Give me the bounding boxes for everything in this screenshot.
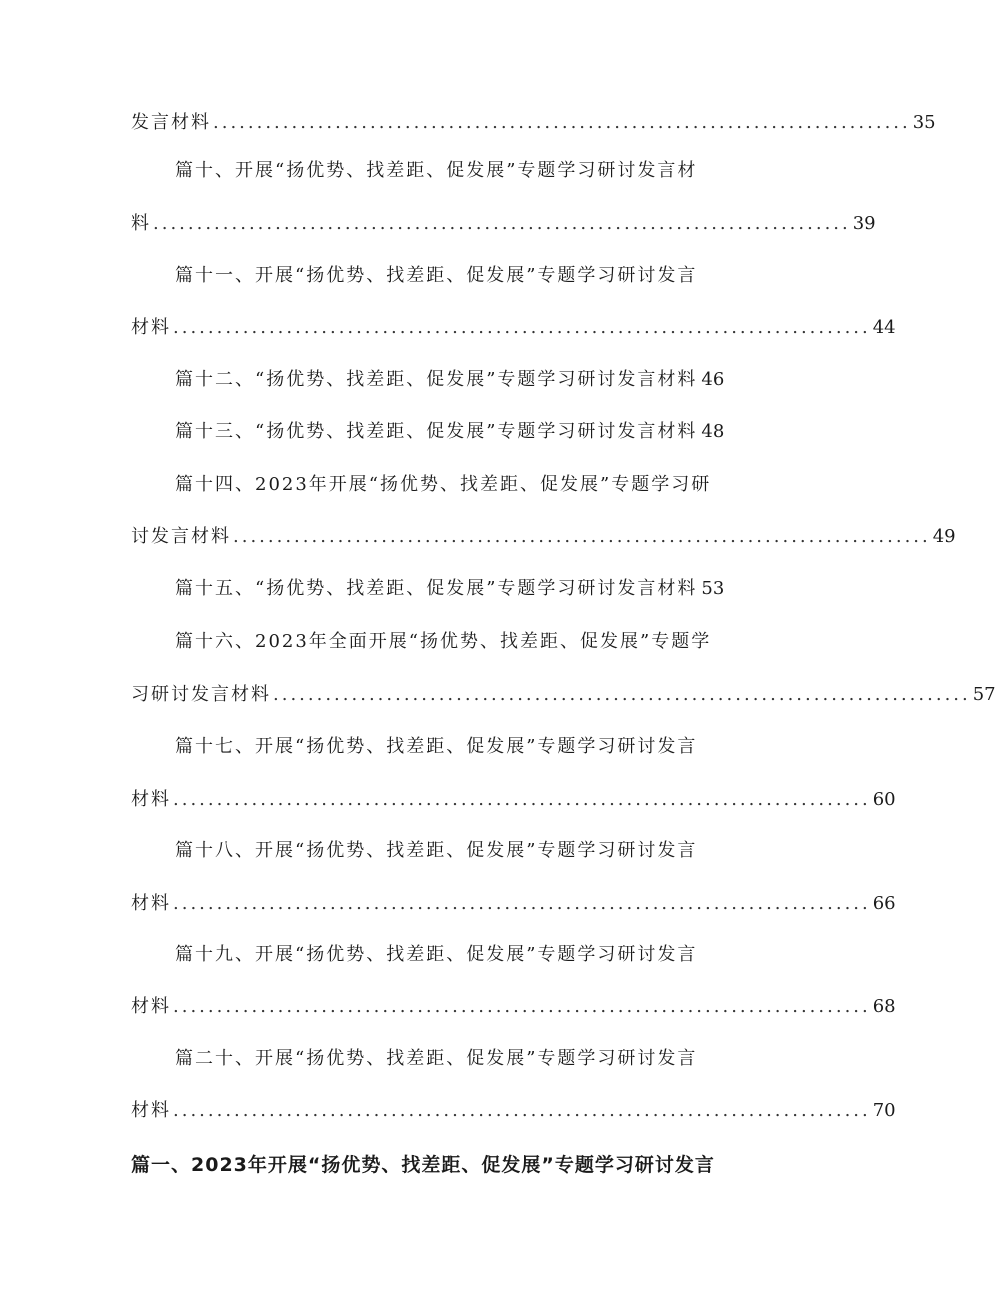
toc-page-number: 48	[701, 421, 725, 442]
toc-entry-2-line-1[interactable]: 篇十一、开展“扬优势、找差距、促发展”专题学习研讨发言	[175, 265, 698, 286]
dot-leader: ................................................................................	[173, 996, 871, 1017]
toc-entry-text: 篇十二、“扬优势、找差距、促发展”专题学习研讨发言材料	[175, 369, 698, 390]
dot-leader: ................................................................................	[173, 317, 871, 338]
toc-entry-text: 材料	[131, 996, 171, 1017]
toc-page-number: 60	[872, 789, 896, 810]
toc-page-number: 39	[852, 213, 876, 234]
toc-entry-text: 篇十五、“扬优势、找差距、促发展”专题学习研讨发言材料	[175, 578, 698, 599]
dot-leader: ................................................................................	[273, 684, 971, 705]
toc-entry-text: 材料	[131, 317, 171, 338]
toc-entry-text: 篇十三、“扬优势、找差距、促发展”专题学习研讨发言材料	[175, 421, 698, 442]
toc-page-number: 44	[872, 317, 896, 338]
toc-entry-text: 材料	[131, 893, 171, 914]
toc-entry-8-line-1[interactable]: 篇十七、开展“扬优势、找差距、促发展”专题学习研讨发言	[175, 736, 698, 757]
toc-entry-1-line-1[interactable]: 篇十、开展“扬优势、找差距、促发展”专题学习研讨发言材	[175, 160, 698, 181]
toc-page-number: 49	[932, 526, 956, 547]
toc-entry-text: 讨发言材料	[131, 526, 231, 547]
dot-leader: ................................................................................	[173, 789, 871, 810]
toc-entry-text: 料	[131, 213, 151, 234]
dot-leader: ................................................................................	[173, 893, 871, 914]
toc-entry-2-line-2[interactable]	[131, 313, 896, 343]
dot-leader: ................................................................................	[173, 1100, 871, 1121]
toc-entry-9-line-1[interactable]: 篇十八、开展“扬优势、找差距、促发展”专题学习研讨发言	[175, 840, 698, 861]
toc-entry-5-line-2[interactable]	[131, 522, 956, 552]
toc-entry-text: 发言材料	[131, 112, 211, 133]
toc-page-number: 66	[872, 893, 896, 914]
toc-entry-11-line-2[interactable]	[131, 1096, 896, 1126]
dot-leader: ................................................................................	[153, 213, 851, 234]
section-heading: 篇一、2023年开展“扬优势、找差距、促发展”专题学习研讨发言	[131, 1154, 715, 1176]
toc-page-number: 68	[872, 996, 896, 1017]
dot-leader: ................................................................................	[213, 112, 911, 133]
toc-entry-4[interactable]	[175, 417, 765, 447]
toc-page-number: 70	[872, 1100, 896, 1121]
toc-page-number: 46	[701, 369, 725, 390]
toc-entry-7-line-2[interactable]	[131, 680, 996, 710]
toc-entry-5-line-1[interactable]: 篇十四、2023年开展“扬优势、找差距、促发展”专题学习研	[175, 474, 712, 495]
dot-leader: ................................................................................	[233, 526, 931, 547]
toc-entry-9-line-2[interactable]	[131, 889, 896, 919]
toc-entry-text: 材料	[131, 1100, 171, 1121]
toc-entry-10-line-1[interactable]: 篇十九、开展“扬优势、找差距、促发展”专题学习研讨发言	[175, 944, 698, 965]
toc-entry-11-line-1[interactable]: 篇二十、开展“扬优势、找差距、促发展”专题学习研讨发言	[175, 1048, 698, 1069]
toc-entry-7-line-1[interactable]: 篇十六、2023年全面开展“扬优势、找差距、促发展”专题学	[175, 631, 712, 652]
toc-entry-6[interactable]	[175, 574, 765, 604]
toc-entry-3[interactable]	[175, 365, 765, 395]
toc-entry-text: 材料	[131, 789, 171, 810]
toc-entry-1-line-2[interactable]	[131, 209, 876, 239]
toc-page-number: 35	[912, 112, 936, 133]
toc-page-number: 53	[701, 578, 725, 599]
toc-entry-8-line-2[interactable]	[131, 785, 896, 815]
toc-entry-text: 习研讨发言材料	[131, 684, 271, 705]
toc-page-number: 57	[972, 684, 996, 705]
toc-entry-0-line-2[interactable]	[131, 108, 936, 138]
toc-entry-10-line-2[interactable]	[131, 992, 896, 1022]
